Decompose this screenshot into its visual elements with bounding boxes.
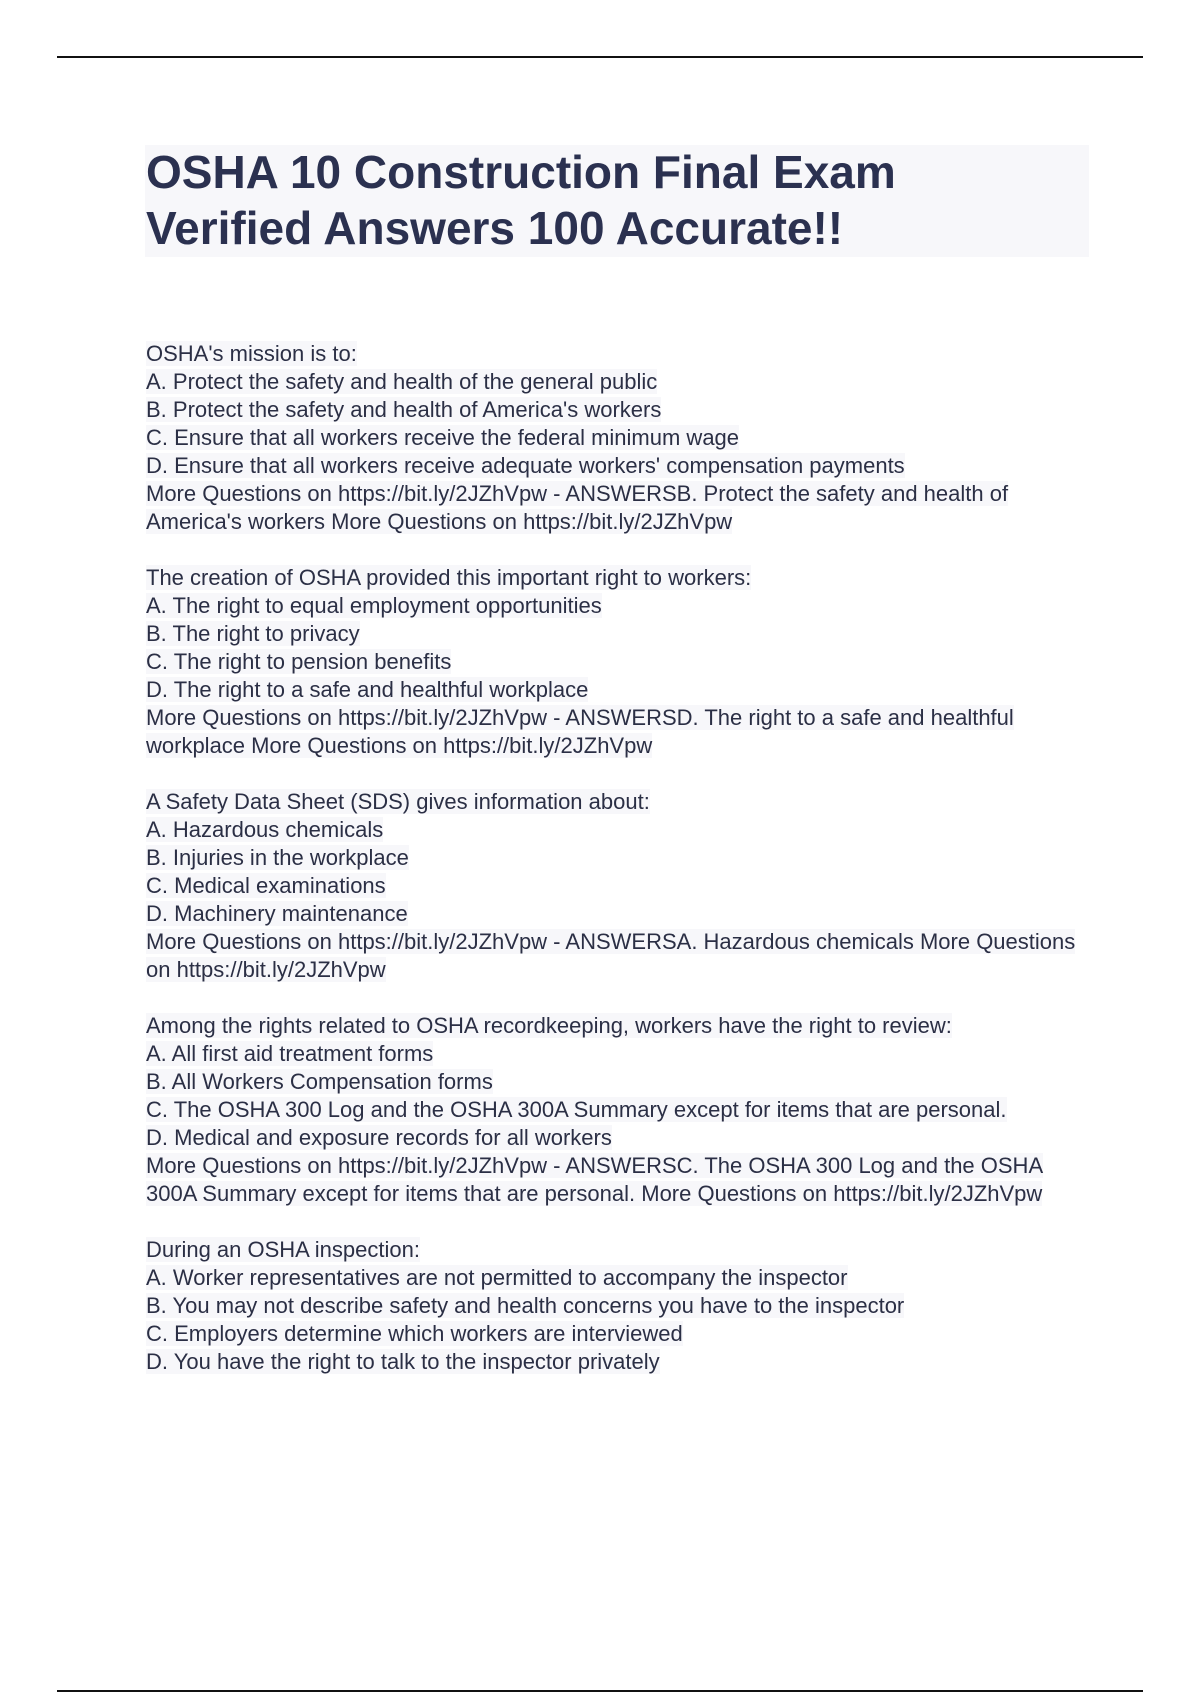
option-d: D. The right to a safe and healthful workplace	[146, 677, 589, 702]
option-b: B. The right to privacy	[146, 621, 360, 646]
page-title	[146, 144, 1086, 256]
question-list	[146, 340, 1076, 1404]
question-block-1	[146, 340, 1076, 536]
question-text: During an OSHA inspection:	[146, 1237, 420, 1262]
option-c: C. The OSHA 300 Log and the OSHA 300A Summary except for items that are personal.	[146, 1097, 1007, 1122]
option-a: A. Worker representatives are not permitted to accompany the inspector	[146, 1265, 848, 1290]
question-block-4	[146, 1012, 1076, 1208]
option-d: D. Machinery maintenance	[146, 901, 408, 926]
question-block-5	[146, 1236, 1076, 1376]
option-b: B. You may not describe safety and health concerns you have to the inspector	[146, 1293, 905, 1318]
bottom-divider	[57, 1690, 1143, 1692]
option-a: A. All first aid treatment forms	[146, 1041, 434, 1066]
option-d: D. Medical and exposure records for all workers	[146, 1125, 612, 1150]
option-a: A. Hazardous chemicals	[146, 817, 384, 842]
option-b: B. Protect the safety and health of America's workers	[146, 397, 662, 422]
option-c: C. Employers determine which workers are interviewed	[146, 1321, 683, 1346]
question-text: Among the rights related to OSHA recordkeeping, workers have the right to review:	[146, 1013, 952, 1038]
title-line-1: OSHA 10 Construction Final Exam	[146, 146, 896, 198]
option-a: A. Protect the safety and health of the general public	[146, 369, 658, 394]
question-block-3	[146, 788, 1076, 984]
answer-text: More Questions on https://bit.ly/2JZhVpw - ANSWERSD. The right to a safe and healthful workplace More Questions on https://bit.ly/2JZhVpw	[146, 705, 1014, 758]
answer-text: More Questions on https://bit.ly/2JZhVpw - ANSWERSC. The OSHA 300 Log and the OSHA 300A Summary except for items that are personal. More Questions on https://bit.ly/2JZhVpw	[146, 1153, 1044, 1206]
option-c: C. The right to pension benefits	[146, 649, 452, 674]
option-b: B. Injuries in the workplace	[146, 845, 409, 870]
option-c: C. Ensure that all workers receive the federal minimum wage	[146, 425, 740, 450]
question-text: A Safety Data Sheet (SDS) gives information about:	[146, 789, 650, 814]
top-divider	[57, 56, 1143, 58]
option-a: A. The right to equal employment opportunities	[146, 593, 602, 618]
question-text: The creation of OSHA provided this important right to workers:	[146, 565, 752, 590]
option-c: C. Medical examinations	[146, 873, 386, 898]
answer-text: More Questions on https://bit.ly/2JZhVpw - ANSWERSB. Protect the safety and health of America's workers More Questions on https://bit.ly/2JZhVpw	[146, 481, 1009, 534]
question-text: OSHA's mission is to:	[146, 341, 357, 366]
question-block-2	[146, 564, 1076, 760]
option-d: D. Ensure that all workers receive adequate workers' compensation payments	[146, 453, 905, 478]
option-d: D. You have the right to talk to the inspector privately	[146, 1349, 660, 1374]
title-line-2: Verified Answers 100 Accurate!!	[146, 202, 844, 254]
option-b: B. All Workers Compensation forms	[146, 1069, 493, 1094]
answer-text: More Questions on https://bit.ly/2JZhVpw - ANSWERSA. Hazardous chemicals More Questions on https://bit.ly/2JZhVpw	[146, 929, 1076, 982]
